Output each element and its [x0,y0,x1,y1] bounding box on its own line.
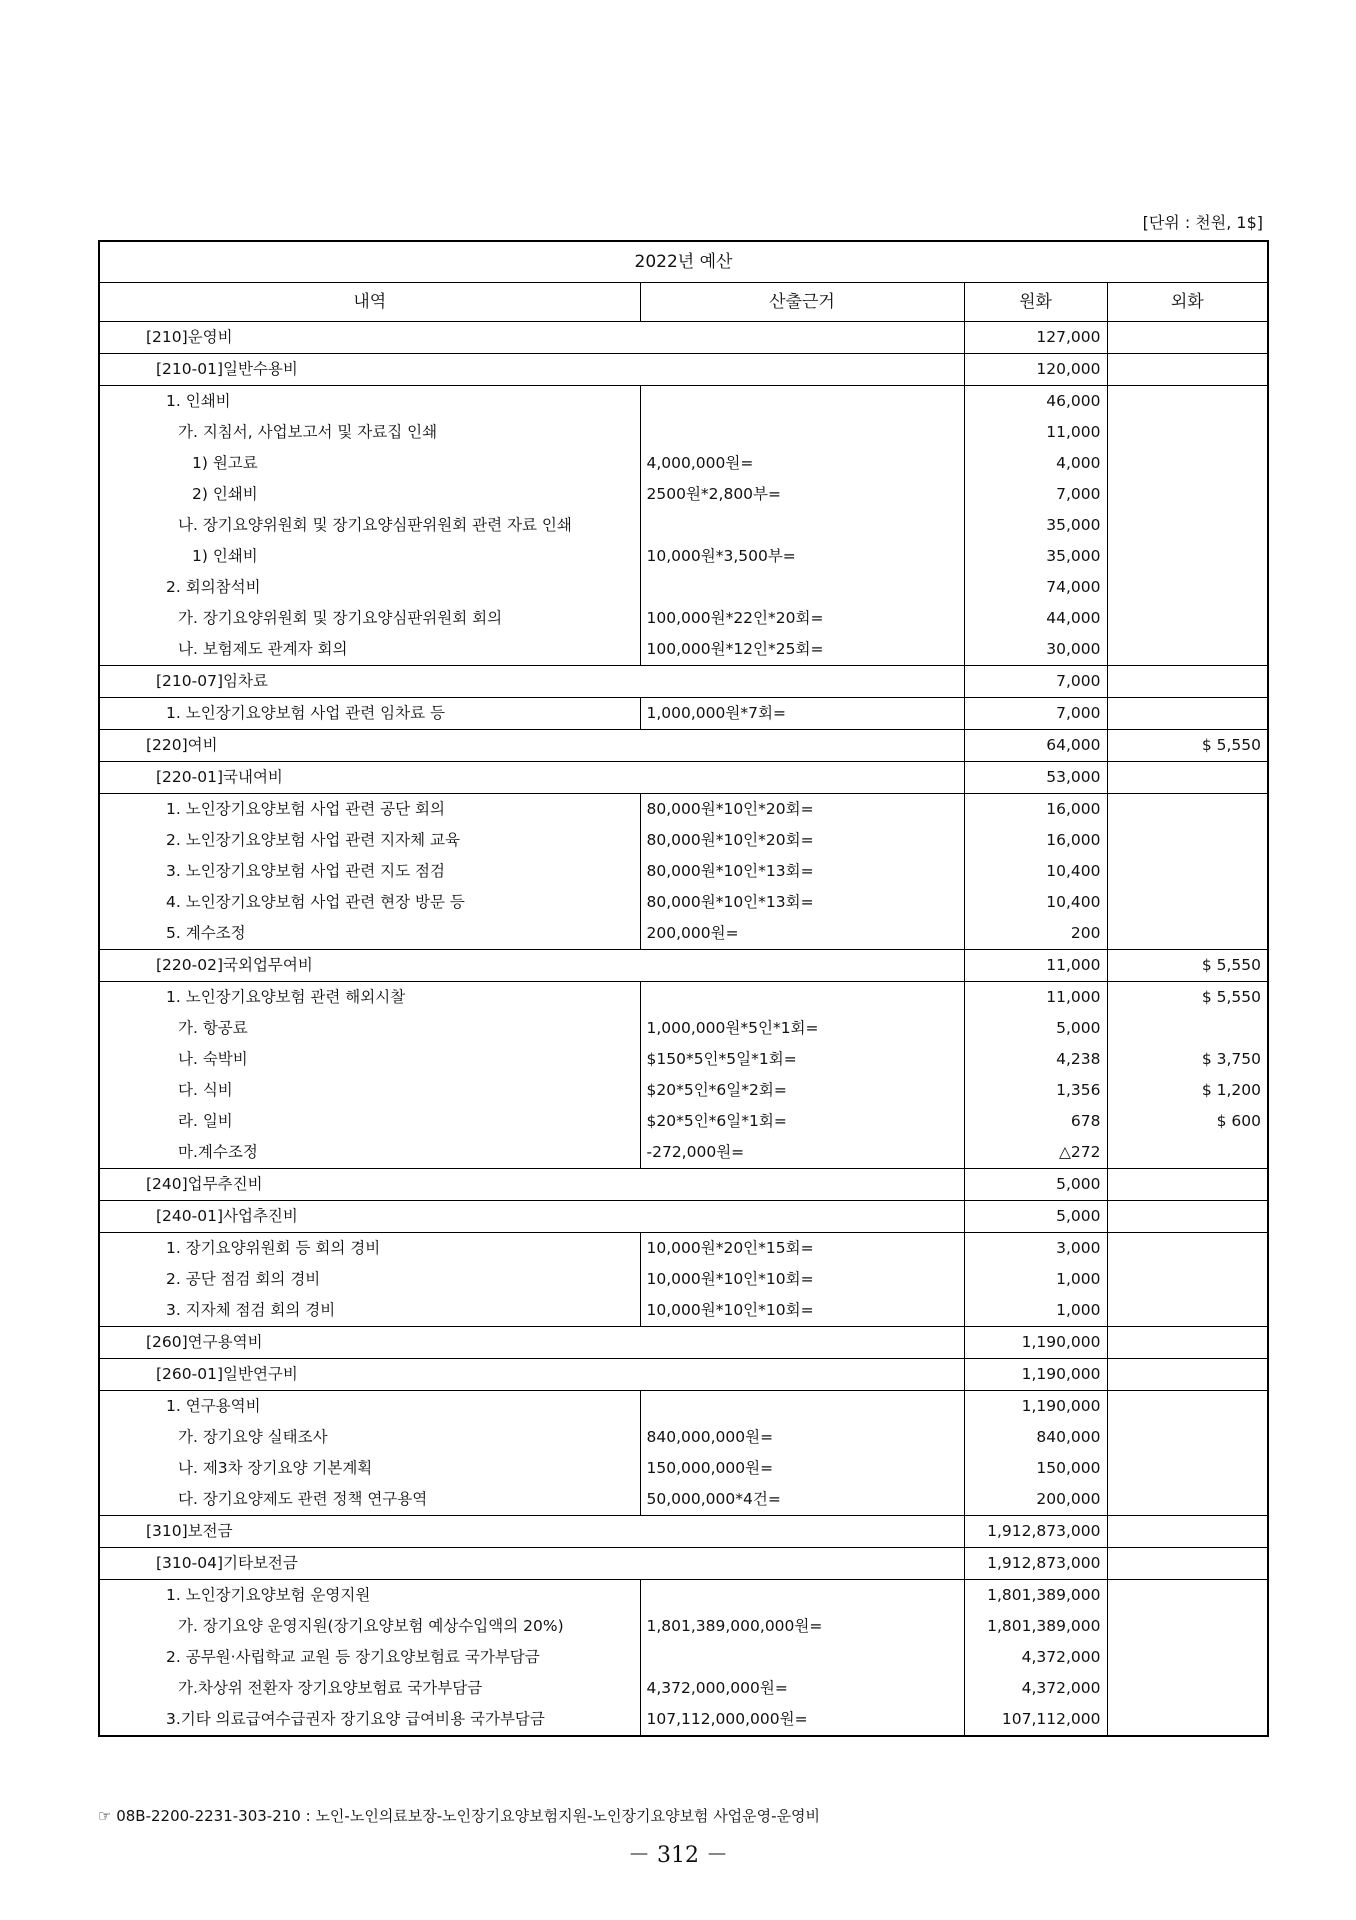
table-row [99,1075,1268,1106]
table-row [99,1642,1268,1673]
fx-cell [1107,1580,1268,1612]
item-cell: 가. 항공료 [99,1013,640,1044]
fx-cell [1107,510,1268,541]
item-cell: [220-01]국내여비 [99,762,964,794]
fx-cell [1107,1264,1268,1295]
fx-cell [1107,1422,1268,1453]
table-row [99,1422,1268,1453]
item-cell: 3.기타 의료급여수급권자 장기요양 급여비용 국가부담금 [99,1704,640,1736]
basis-cell [640,1391,964,1423]
basis-cell: 100,000원*12인*25회= [640,634,964,666]
col-header-krw: 원화 [964,283,1107,322]
column-header-row [99,283,1268,322]
table-row [99,541,1268,572]
table-row [99,322,1268,354]
table-row [99,479,1268,510]
fx-cell [1107,386,1268,418]
item-cell: [310-04]기타보전금 [99,1548,964,1580]
krw-cell: 30,000 [964,634,1107,666]
fx-cell [1107,1484,1268,1516]
table-row [99,1484,1268,1516]
table-row [99,572,1268,603]
item-cell: 가.차상위 전환자 장기요양보험료 국가부담금 [99,1673,640,1704]
item-cell: 가. 지침서, 사업보고서 및 자료집 인쇄 [99,417,640,448]
table-row [99,825,1268,856]
item-cell: 1. 노인장기요양보험 사업 관련 임차료 등 [99,698,640,730]
krw-cell: 1,190,000 [964,1391,1107,1423]
col-header-item: 내역 [99,283,640,322]
basis-cell: $150*5인*5일*1회= [640,1044,964,1075]
basis-cell: 80,000원*10인*13회= [640,856,964,887]
fx-cell [1107,1642,1268,1673]
table-row [99,603,1268,634]
fx-cell [1107,1516,1268,1548]
item-cell: 3. 지자체 점검 회의 경비 [99,1295,640,1327]
fx-cell [1107,603,1268,634]
item-cell: 다. 식비 [99,1075,640,1106]
fx-cell [1107,1327,1268,1359]
fx-cell [1107,1359,1268,1391]
table-row [99,794,1268,826]
krw-cell: 5,000 [964,1169,1107,1201]
basis-cell: 4,372,000,000원= [640,1673,964,1704]
fx-cell [1107,634,1268,666]
fx-cell [1107,698,1268,730]
fx-cell [1107,1295,1268,1327]
budget-table [98,240,1269,1737]
table-row [99,950,1268,982]
item-cell: 1. 인쇄비 [99,386,640,418]
krw-cell: 5,000 [964,1013,1107,1044]
fx-cell [1107,479,1268,510]
fx-cell [1107,666,1268,698]
item-cell: [240-01]사업추진비 [99,1201,964,1233]
table-row [99,1580,1268,1612]
table-row [99,634,1268,666]
item-cell: 나. 숙박비 [99,1044,640,1075]
item-cell: 2. 공단 점검 회의 경비 [99,1264,640,1295]
table-row [99,1264,1268,1295]
basis-cell: 10,000원*10인*10회= [640,1264,964,1295]
item-cell: 나. 장기요양위원회 및 장기요양심판위원회 관련 자료 인쇄 [99,510,640,541]
basis-cell: 1,801,389,000,000원= [640,1611,964,1642]
item-cell: 3. 노인장기요양보험 사업 관련 지도 점검 [99,856,640,887]
item-cell: [220-02]국외업무여비 [99,950,964,982]
table-row [99,698,1268,730]
table-row [99,1295,1268,1327]
table-row [99,386,1268,418]
item-cell: 나. 제3차 장기요양 기본계획 [99,1453,640,1484]
krw-cell: △272 [964,1137,1107,1169]
krw-cell: 4,000 [964,448,1107,479]
fx-cell [1107,1673,1268,1704]
item-cell: 2. 회의참석비 [99,572,640,603]
fx-cell [1107,794,1268,826]
fx-cell [1107,856,1268,887]
krw-cell: 1,356 [964,1075,1107,1106]
basis-cell: -272,000원= [640,1137,964,1169]
basis-cell [640,1642,964,1673]
basis-cell: 107,112,000,000원= [640,1704,964,1736]
item-cell: [210-01]일반수용비 [99,354,964,386]
table-row [99,856,1268,887]
krw-cell: 11,000 [964,417,1107,448]
item-cell: 1. 장기요양위원회 등 회의 경비 [99,1233,640,1265]
table-row [99,1391,1268,1423]
krw-cell: 35,000 [964,510,1107,541]
page-number: － 312 － [628,1843,728,1868]
fx-cell [1107,322,1268,354]
krw-cell: 127,000 [964,322,1107,354]
fx-cell [1107,1453,1268,1484]
fx-cell [1107,1704,1268,1736]
krw-cell: 4,238 [964,1044,1107,1075]
item-cell: 마.계수조정 [99,1137,640,1169]
table-row [99,982,1268,1014]
fx-cell [1107,1233,1268,1265]
item-cell: 가. 장기요양 실태조사 [99,1422,640,1453]
basis-cell: 10,000원*10인*10회= [640,1295,964,1327]
krw-cell: 10,400 [964,887,1107,918]
table-row [99,666,1268,698]
basis-cell: 1,000,000원*5인*1회= [640,1013,964,1044]
fx-cell [1107,354,1268,386]
fx-cell [1107,417,1268,448]
krw-cell: 64,000 [964,730,1107,762]
basis-cell [640,386,964,418]
item-cell: 나. 보험제도 관계자 회의 [99,634,640,666]
krw-cell: 1,000 [964,1295,1107,1327]
table-row [99,1044,1268,1075]
table-row [99,918,1268,950]
krw-cell: 11,000 [964,950,1107,982]
table-row [99,448,1268,479]
table-row [99,730,1268,762]
item-cell: 1. 노인장기요양보험 사업 관련 공단 회의 [99,794,640,826]
table-row [99,1453,1268,1484]
krw-cell: 3,000 [964,1233,1107,1265]
item-cell: 1) 원고료 [99,448,640,479]
basis-cell: 200,000원= [640,918,964,950]
fx-cell [1107,448,1268,479]
fx-cell: $ 5,550 [1107,982,1268,1014]
table-row [99,1201,1268,1233]
krw-cell: 120,000 [964,354,1107,386]
krw-cell: 10,400 [964,856,1107,887]
krw-cell: 5,000 [964,1201,1107,1233]
basis-cell: 4,000,000원= [640,448,964,479]
item-cell: 다. 장기요양제도 관련 정책 연구용역 [99,1484,640,1516]
krw-cell: 11,000 [964,982,1107,1014]
table-row [99,1169,1268,1201]
krw-cell: 840,000 [964,1422,1107,1453]
table-row [99,887,1268,918]
krw-cell: 4,372,000 [964,1642,1107,1673]
basis-cell: 10,000원*20인*15회= [640,1233,964,1265]
col-header-fx: 외화 [1107,283,1268,322]
item-cell: 1. 연구용역비 [99,1391,640,1423]
krw-cell: 46,000 [964,386,1107,418]
krw-cell: 7,000 [964,698,1107,730]
item-cell: 5. 계수조정 [99,918,640,950]
basis-cell: 80,000원*10인*20회= [640,794,964,826]
basis-cell: 50,000,000*4건= [640,1484,964,1516]
table-row [99,1106,1268,1137]
basis-cell [640,982,964,1014]
krw-cell: 107,112,000 [964,1704,1107,1736]
table-row [99,417,1268,448]
item-cell: 가. 장기요양위원회 및 장기요양심판위원회 회의 [99,603,640,634]
krw-cell: 1,801,389,000 [964,1611,1107,1642]
item-cell: [220]여비 [99,730,964,762]
krw-cell: 678 [964,1106,1107,1137]
fx-cell [1107,1137,1268,1169]
basis-cell [640,417,964,448]
table-row [99,1327,1268,1359]
fx-cell [1107,1548,1268,1580]
fx-cell: $ 3,750 [1107,1044,1268,1075]
basis-cell: 840,000,000원= [640,1422,964,1453]
fx-cell [1107,762,1268,794]
year-header-row [99,241,1268,283]
table-row [99,1704,1268,1736]
fx-cell [1107,541,1268,572]
krw-cell: 44,000 [964,603,1107,634]
fx-cell [1107,572,1268,603]
basis-cell [640,1580,964,1612]
table-row [99,1137,1268,1169]
table-row [99,510,1268,541]
table-row [99,1359,1268,1391]
item-cell: [240]업무추진비 [99,1169,964,1201]
item-cell: 1. 노인장기요양보험 관련 해외시찰 [99,982,640,1014]
item-cell: 라. 일비 [99,1106,640,1137]
fx-cell [1107,887,1268,918]
fx-cell [1107,1201,1268,1233]
krw-cell: 200 [964,918,1107,950]
table-row [99,1516,1268,1548]
fx-cell [1107,1169,1268,1201]
krw-cell: 1,912,873,000 [964,1516,1107,1548]
year-header: 2022년 예산 [99,241,1268,283]
basis-cell: 10,000원*3,500부= [640,541,964,572]
item-cell: [210-07]임차료 [99,666,964,698]
table-row [99,1611,1268,1642]
basis-cell: 100,000원*22인*20회= [640,603,964,634]
krw-cell: 200,000 [964,1484,1107,1516]
krw-cell: 1,190,000 [964,1359,1107,1391]
fx-cell: $ 1,200 [1107,1075,1268,1106]
item-cell: 2. 공무원·사립학교 교원 등 장기요양보험료 국가부담금 [99,1642,640,1673]
fx-cell [1107,825,1268,856]
krw-cell: 7,000 [964,479,1107,510]
fx-cell: $ 5,550 [1107,730,1268,762]
krw-cell: 7,000 [964,666,1107,698]
table-row [99,1013,1268,1044]
krw-cell: 74,000 [964,572,1107,603]
footnote: ☞ 08B-2200-2231-303-210 : 노인-노인의료보장-노인장기요양보험지원-노인장기요양보험 사업운영-운영비 [98,1807,821,1825]
col-header-basis: 산출근거 [640,283,964,322]
krw-cell: 1,190,000 [964,1327,1107,1359]
item-cell: 2. 노인장기요양보험 사업 관련 지자체 교육 [99,825,640,856]
item-cell: 1) 인쇄비 [99,541,640,572]
fx-cell: $ 600 [1107,1106,1268,1137]
krw-cell: 1,912,873,000 [964,1548,1107,1580]
basis-cell: 1,000,000원*7회= [640,698,964,730]
table-row [99,1548,1268,1580]
basis-cell [640,572,964,603]
krw-cell: 35,000 [964,541,1107,572]
item-cell: 가. 장기요양 운영지원(장기요양보험 예상수입액의 20%) [99,1611,640,1642]
fx-cell [1107,1391,1268,1423]
basis-cell: 80,000원*10인*13회= [640,887,964,918]
basis-cell: 150,000,000원= [640,1453,964,1484]
krw-cell: 16,000 [964,794,1107,826]
fx-cell [1107,1611,1268,1642]
basis-cell: 2500원*2,800부= [640,479,964,510]
basis-cell: $20*5인*6일*1회= [640,1106,964,1137]
item-cell: 4. 노인장기요양보험 사업 관련 현장 방문 등 [99,887,640,918]
item-cell: 1. 노인장기요양보험 운영지원 [99,1580,640,1612]
basis-cell: 80,000원*10인*20회= [640,825,964,856]
item-cell: 2) 인쇄비 [99,479,640,510]
item-cell: [310]보전금 [99,1516,964,1548]
item-cell: [260-01]일반연구비 [99,1359,964,1391]
item-cell: [260]연구용역비 [99,1327,964,1359]
krw-cell: 150,000 [964,1453,1107,1484]
krw-cell: 1,000 [964,1264,1107,1295]
krw-cell: 16,000 [964,825,1107,856]
table-row [99,1673,1268,1704]
fx-cell [1107,1013,1268,1044]
fx-cell: $ 5,550 [1107,950,1268,982]
unit-label: [단위 : 천원, 1$] [1142,213,1263,232]
basis-cell: $20*5인*6일*2회= [640,1075,964,1106]
item-cell: [210]운영비 [99,322,964,354]
table-row [99,1233,1268,1265]
krw-cell: 53,000 [964,762,1107,794]
krw-cell: 4,372,000 [964,1673,1107,1704]
table-row [99,762,1268,794]
krw-cell: 1,801,389,000 [964,1580,1107,1612]
basis-cell [640,510,964,541]
fx-cell [1107,918,1268,950]
table-row [99,354,1268,386]
